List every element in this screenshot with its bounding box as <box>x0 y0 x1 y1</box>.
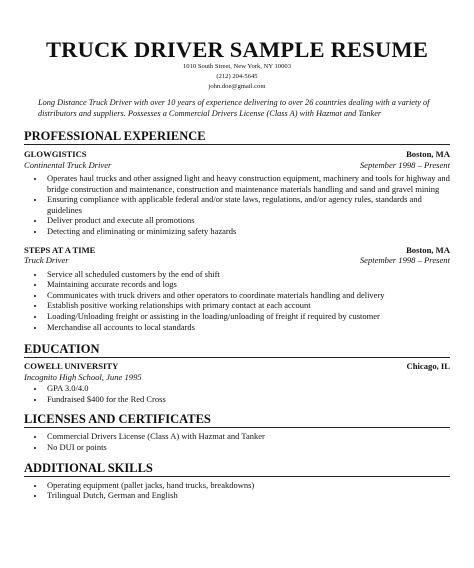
list-item: • Maintaining accurate records and logs <box>45 279 450 290</box>
job-role: Continental Truck Driver <box>24 159 112 170</box>
list-item: • GPA 3.0/4.0 <box>45 383 450 394</box>
list-item: • Loading/Unloading freight or assisting in the loading/unloading of freight if required by customer <box>45 311 450 322</box>
section-heading-skills: ADDITIONAL SKILLS <box>24 460 153 475</box>
section-heading-education: EDUCATION <box>24 342 100 357</box>
list-item: • Commercial Drivers License (Class A) with Hazmat and Tanker <box>45 431 450 442</box>
list-item: • Ensuring compliance with applicable federal and/or state laws, regulations, and/or agency rules, standards and guidelines <box>45 194 450 215</box>
section-divider <box>24 476 450 477</box>
section-heading-experience: PROFESSIONAL EXPERIENCE <box>24 129 206 143</box>
list-item: • Fundraised $400 for the Red Cross <box>45 394 450 405</box>
contact-phone: (212) 204-5645 <box>216 73 258 80</box>
list-item: • No DUI or points <box>45 442 450 453</box>
contact-email: john.doe@gmail.com <box>208 83 266 90</box>
list-item: • Service all scheduled customers by the end of shift <box>45 269 450 280</box>
job-bullets <box>24 269 450 333</box>
contact-address: 1010 South Street, New York, NY 10003 <box>182 63 291 70</box>
job-location: Boston, MA <box>406 149 450 159</box>
list-item: • Operating equipment (pallet jacks, hand trucks, breakdowns) <box>45 480 450 491</box>
summary-text: Long Distance Truck Driver with over 10 years of experience delivering to over 26 countries dealing with a variety of distributors and suppliers. Possesses a Commercial Drivers License (Class A) with Hazmat and Tanker <box>38 98 430 118</box>
job-dates: September 1998 – Present <box>359 159 450 170</box>
skills-bullets <box>24 480 450 501</box>
list-item: • Detecting and eliminating or minimizing safety hazards <box>45 226 450 237</box>
job-location: Boston, MA <box>406 244 450 255</box>
list-item: • Trilingual Dutch, German and English <box>45 490 450 501</box>
list-item: • Deliver product and execute all promotions <box>45 215 450 226</box>
school-name: COWELL UNIVERSITY <box>24 361 119 372</box>
job-company: STEPS AT A TIME <box>24 244 96 255</box>
section-divider <box>24 144 450 145</box>
job-entry <box>24 149 450 237</box>
job-entry <box>24 245 450 333</box>
list-item: • Communicates with truck drivers and other operators to coordinate materials handling and delivery <box>45 290 450 301</box>
section-divider <box>24 357 450 358</box>
licenses-bullets <box>24 431 450 452</box>
list-item: • Operates haul trucks and other assigned light and heavy construction equipment, machinery and tools for highway and bridge construction and maintenance, construction and maintenance materials handling and sand and gravel mining <box>45 173 450 194</box>
school-location: Chicago, IL <box>406 361 450 372</box>
list-item: • Merchandise all accounts to local standards <box>45 322 450 333</box>
job-role: Truck Driver <box>24 255 69 266</box>
section-divider <box>24 427 450 428</box>
page-title: TRUCK DRIVER SAMPLE RESUME <box>45 37 429 62</box>
section-heading-licenses: LICENSES AND CERTIFICATES <box>24 412 211 427</box>
list-item: • Establish positive working relationships with primary contact at each account <box>45 300 450 311</box>
contact-block <box>24 62 450 92</box>
education-bullets <box>24 383 450 404</box>
job-dates: September 1998 – Present <box>359 255 450 266</box>
job-bullets <box>24 173 450 237</box>
job-company: GLOWGISTICS <box>24 149 87 159</box>
school-detail: Incognito High School, June 1995 <box>24 371 142 382</box>
